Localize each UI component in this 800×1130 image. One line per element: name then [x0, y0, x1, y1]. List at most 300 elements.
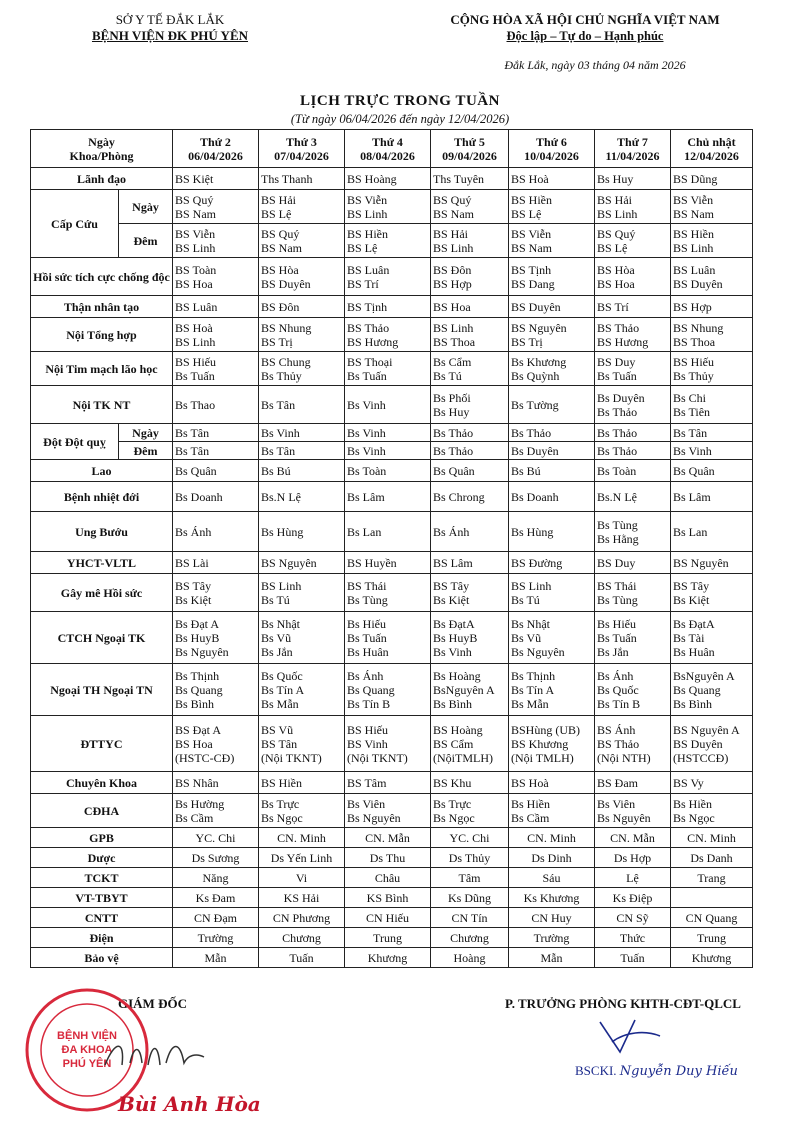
- duty-cell: [671, 828, 753, 848]
- duty-cell: [345, 224, 431, 258]
- duty-cell: [509, 612, 595, 664]
- duty-cell: [173, 224, 259, 258]
- duty-cell: [345, 258, 431, 296]
- staff-name: Bs Hiếu: [347, 616, 386, 631]
- roster-row: [31, 828, 753, 848]
- staff-name: Bs Duyên: [511, 443, 559, 458]
- staff-name: BS Hợp: [673, 299, 712, 314]
- staff-name: Bs.N Lệ: [261, 489, 301, 504]
- staff-name: BS Nam: [175, 206, 217, 221]
- duty-cell: [173, 318, 259, 352]
- staff-name: Bs Doanh: [511, 489, 559, 504]
- roster-row: [31, 888, 753, 908]
- duty-cell: [595, 190, 671, 224]
- duty-cell: [671, 888, 753, 908]
- duty-cell: [173, 424, 259, 442]
- staff-name: BS Thái: [347, 578, 387, 593]
- duty-cell: [345, 512, 431, 552]
- staff-name: BS Nam: [511, 240, 553, 255]
- staff-name: Bs Quốc: [597, 682, 639, 697]
- staff-name: Ds Thủy: [448, 850, 491, 865]
- department-name: Nội TK NT: [31, 386, 173, 424]
- roster-row: [31, 928, 753, 948]
- staff-name: Bs Chrong: [433, 489, 485, 504]
- duty-cell: [431, 574, 509, 612]
- staff-name: Bs Ngọc: [433, 810, 475, 825]
- staff-name: Bs Thảo: [597, 425, 638, 440]
- duty-cell: [509, 948, 595, 968]
- staff-name: Bs Tân: [261, 443, 296, 458]
- duty-cell: [595, 948, 671, 968]
- duty-cell: [509, 888, 595, 908]
- duty-cell: [509, 716, 595, 772]
- duty-cell: [671, 612, 753, 664]
- duty-cell: [671, 442, 753, 460]
- staff-name: BS Thảo: [347, 320, 390, 335]
- staff-name: BS Nam: [433, 206, 475, 221]
- duty-cell: [509, 318, 595, 352]
- duty-cell: [173, 794, 259, 828]
- staff-name: Bs Bình: [433, 696, 473, 711]
- duty-cell: [595, 928, 671, 948]
- header-row: [31, 130, 753, 168]
- staff-name: CN. Mẫn: [610, 830, 655, 845]
- duty-cell: [173, 574, 259, 612]
- deputy-fullname: Nguyễn Duy Hiếu: [619, 1064, 738, 1079]
- department-name: Điện: [31, 928, 173, 948]
- staff-name: BS Hiền: [261, 775, 303, 790]
- staff-name: BS Hoa: [433, 299, 471, 314]
- staff-name: BS Hoa: [175, 736, 213, 751]
- staff-name: BS Chung: [261, 354, 311, 369]
- staff-name: CN Đạm: [194, 910, 237, 925]
- staff-name: Năng: [202, 870, 229, 885]
- duty-cell: [173, 442, 259, 460]
- staff-name: Bs Duyên: [597, 390, 645, 405]
- duty-cell: [431, 664, 509, 716]
- roster-row: [31, 224, 753, 258]
- duty-cell: [173, 848, 259, 868]
- staff-name: Bs Toàn: [347, 463, 387, 478]
- staff-name: BS Duyên: [261, 276, 311, 291]
- duty-cell: [345, 772, 431, 794]
- day-name: Thứ 3: [286, 134, 317, 149]
- duty-cell: [345, 424, 431, 442]
- duty-cell: [259, 868, 345, 888]
- duty-cell: [509, 908, 595, 928]
- duty-cell: [259, 772, 345, 794]
- staff-name: BS Đôn: [433, 262, 472, 277]
- staff-name: Bs Kiệt: [673, 592, 710, 607]
- duty-cell: [595, 482, 671, 512]
- duty-cell: [671, 482, 753, 512]
- duty-cell: [259, 318, 345, 352]
- department-name: YHCT-VLTL: [31, 552, 173, 574]
- staff-name: Trung: [697, 930, 726, 945]
- duty-cell: [345, 848, 431, 868]
- staff-name: BS Đường: [511, 555, 563, 570]
- staff-name: YC. Chi: [195, 830, 236, 845]
- duty-cell: [259, 352, 345, 386]
- staff-name: (Nội NTH): [597, 750, 651, 765]
- duty-cell: [595, 296, 671, 318]
- duty-cell: [259, 574, 345, 612]
- duty-cell: [509, 574, 595, 612]
- staff-name: CN Quang: [685, 910, 738, 925]
- staff-name: BS Hoà: [175, 320, 213, 335]
- staff-name: Ds Sương: [191, 850, 240, 865]
- staff-name: Bs Lâm: [673, 489, 711, 504]
- nation-motto: Độc lập – Tự do – Hạnh phúc: [506, 29, 664, 43]
- staff-name: Bs Trực: [433, 796, 472, 811]
- duty-cell: [345, 928, 431, 948]
- staff-name: Bs Huy: [597, 171, 634, 186]
- duty-cell: [671, 258, 753, 296]
- staff-name: Ks Đam: [195, 890, 236, 905]
- duty-cell: [345, 868, 431, 888]
- department-name: Thận nhân tạo: [31, 296, 173, 318]
- duty-roster-table: [30, 129, 753, 968]
- day-name: Chủ nhật: [687, 134, 736, 149]
- staff-name: BS Đạt A: [175, 722, 222, 737]
- duty-cell: [345, 168, 431, 190]
- staff-name: BS Hoa: [597, 276, 635, 291]
- staff-name: BS Dang: [511, 276, 555, 291]
- staff-name: Bs Lan: [347, 524, 382, 539]
- duty-cell: [671, 928, 753, 948]
- duty-cell: [671, 552, 753, 574]
- duty-cell: [345, 296, 431, 318]
- duty-cell: [345, 664, 431, 716]
- director-signature: [100, 1035, 210, 1075]
- department-name: Chuyên Khoa: [31, 772, 173, 794]
- staff-name: CN Phương: [272, 910, 331, 925]
- deputy-degree: BSCKI.: [575, 1063, 617, 1078]
- duty-cell: [595, 888, 671, 908]
- staff-name: Ks Khương: [523, 890, 580, 905]
- duty-cell: [173, 612, 259, 664]
- staff-name: Tâm: [458, 870, 481, 885]
- duty-cell: [509, 460, 595, 482]
- roster-row: [31, 258, 753, 296]
- duty-cell: [173, 928, 259, 948]
- staff-name: Bs Ánh: [175, 524, 212, 539]
- duty-cell: [509, 168, 595, 190]
- roster-row: [31, 442, 753, 460]
- staff-name: Bs Hiếu: [597, 616, 636, 631]
- roster-row: [31, 948, 753, 968]
- staff-name: BS Viễn: [511, 226, 552, 241]
- staff-name: Bs ĐạtA: [673, 616, 715, 631]
- duty-cell: [259, 168, 345, 190]
- staff-name: Bs Lan: [673, 524, 708, 539]
- staff-name: BsNguyên A: [433, 682, 495, 697]
- staff-name: Bs Vũ: [261, 630, 292, 645]
- staff-name: Bs Hoàng: [433, 668, 481, 683]
- staff-name: Bs Viên: [597, 796, 636, 811]
- roster-row: [31, 424, 753, 442]
- staff-name: BS Hoàng: [433, 722, 483, 737]
- staff-name: BS Thoại: [347, 354, 393, 369]
- day-date: 10/04/2026: [524, 148, 579, 163]
- staff-name: BS Hiếu: [673, 354, 715, 369]
- shift-name: Đêm: [119, 224, 173, 258]
- department-name: CĐHA: [31, 794, 173, 828]
- staff-name: BS Linh: [511, 578, 552, 593]
- duty-cell: [345, 828, 431, 848]
- staff-name: BS Khu: [433, 775, 472, 790]
- staff-name: Bs Tùng: [597, 592, 638, 607]
- duty-cell: [509, 664, 595, 716]
- staff-name: Tuấn: [620, 950, 645, 965]
- staff-name: BS Luân: [175, 299, 218, 314]
- staff-name: BS Tân: [261, 736, 298, 751]
- staff-name: BS Đam: [597, 775, 639, 790]
- staff-name: Bs Hùng: [261, 524, 304, 539]
- duty-cell: [259, 612, 345, 664]
- department-name: Lãnh đạo: [31, 168, 173, 190]
- staff-name: BS Nhân: [175, 775, 219, 790]
- staff-name: Bs Tuấn: [347, 368, 387, 383]
- staff-name: BS Khương: [511, 736, 569, 751]
- staff-name: Bs Tuấn: [597, 368, 637, 383]
- duty-cell: [431, 190, 509, 224]
- page-title: LỊCH TRỰC TRONG TUẦN: [300, 93, 500, 109]
- duty-cell: [509, 512, 595, 552]
- staff-name: Bs Hằng: [597, 531, 639, 546]
- duty-cell: [259, 442, 345, 460]
- staff-name: Bs Nguyên: [175, 644, 229, 659]
- staff-name: Ths Thanh: [261, 171, 313, 186]
- duty-cell: [173, 482, 259, 512]
- staff-name: Chương: [450, 930, 489, 945]
- staff-name: BS Hải: [597, 192, 633, 207]
- staff-name: BS Thảo: [597, 736, 640, 751]
- staff-name: BS Huyền: [347, 555, 397, 570]
- staff-name: Bs Nhật: [511, 616, 550, 631]
- staff-name: (NộiTMLH): [433, 750, 493, 765]
- duty-cell: [345, 948, 431, 968]
- staff-name: Bs Mẫn: [261, 696, 299, 711]
- duty-cell: [509, 224, 595, 258]
- department-name: Dược: [31, 848, 173, 868]
- department-name: ĐTTYC: [31, 716, 173, 772]
- staff-name: Bs Quân: [175, 463, 217, 478]
- duty-cell: [595, 442, 671, 460]
- staff-name: Bs Phối: [433, 390, 471, 405]
- duty-cell: [173, 828, 259, 848]
- day-date: 12/04/2026: [684, 148, 739, 163]
- nation-name: CỘNG HÒA XÃ HỘI CHỦ NGHĨA VIỆT NAM: [450, 12, 720, 27]
- duty-cell: [509, 868, 595, 888]
- staff-name: BS Hương: [597, 334, 649, 349]
- duty-cell: [259, 190, 345, 224]
- staff-name: BS Hiếu: [347, 722, 389, 737]
- duty-cell: [173, 258, 259, 296]
- department-name: VT-TBYT: [31, 888, 173, 908]
- duty-cell: [431, 552, 509, 574]
- staff-name: BS Lệ: [597, 240, 628, 255]
- staff-name: Ks Dũng: [447, 890, 491, 905]
- department-name: TCKT: [31, 868, 173, 888]
- staff-name: Bs Ánh: [597, 668, 634, 683]
- duty-cell: [671, 848, 753, 868]
- staff-name: CN. Mẫn: [365, 830, 410, 845]
- staff-name: BS Lài: [175, 555, 209, 570]
- duty-cell: [671, 460, 753, 482]
- duty-cell: [595, 386, 671, 424]
- duty-cell: [345, 574, 431, 612]
- staff-name: Bs Jắn: [597, 644, 629, 659]
- duty-cell: [509, 482, 595, 512]
- duty-cell: [671, 574, 753, 612]
- duty-cell: [671, 512, 753, 552]
- staff-name: Bs Thao: [175, 397, 216, 412]
- staff-name: Trang: [697, 870, 726, 885]
- staff-name: BS Duy: [597, 354, 636, 369]
- staff-name: BS Toàn: [175, 262, 217, 277]
- staff-name: BS Hải: [261, 192, 297, 207]
- day-date: 09/04/2026: [442, 148, 497, 163]
- staff-name: BS Lệ: [261, 206, 292, 221]
- staff-name: BS Nguyên: [511, 320, 567, 335]
- duty-cell: [431, 224, 509, 258]
- duty-cell: [173, 664, 259, 716]
- staff-name: BS Linh: [261, 578, 302, 593]
- duty-cell: [431, 908, 509, 928]
- roster-row: [31, 482, 753, 512]
- staff-name: Bs Thịnh: [511, 668, 556, 683]
- staff-name: BS Hòa: [597, 262, 635, 277]
- staff-name: Bs Tín A: [261, 682, 305, 697]
- duty-cell: [509, 552, 595, 574]
- staff-name: BS Nguyên A: [673, 722, 740, 737]
- staff-name: Bs Tuấn: [175, 368, 215, 383]
- staff-name: Bs Tín A: [511, 682, 555, 697]
- duty-cell: [173, 460, 259, 482]
- staff-name: BS Nam: [673, 206, 715, 221]
- duty-cell: [509, 386, 595, 424]
- staff-name: Bs Quốc: [261, 668, 303, 683]
- roster-row: [31, 460, 753, 482]
- staff-name: Bs HuyB: [175, 630, 220, 645]
- duty-cell: [431, 296, 509, 318]
- staff-name: Bs Doanh: [175, 489, 223, 504]
- staff-name: Bs Cầm: [175, 810, 214, 825]
- duty-cell: [671, 424, 753, 442]
- staff-name: Ds Dinh: [531, 850, 572, 865]
- staff-name: BS Hải: [433, 226, 469, 241]
- staff-name: Bs Tài: [673, 630, 705, 645]
- staff-name: BS Lệ: [347, 240, 378, 255]
- staff-name: CN Huy: [531, 910, 572, 925]
- duty-cell: [259, 908, 345, 928]
- staff-name: BS Trị: [511, 334, 543, 349]
- day-date: 07/04/2026: [274, 148, 329, 163]
- staff-name: BS Thoa: [433, 334, 476, 349]
- duty-cell: [259, 296, 345, 318]
- staff-name: BS Linh: [175, 240, 216, 255]
- department-name: Nội Tim mạch lão học: [31, 352, 173, 386]
- duty-cell: [173, 868, 259, 888]
- department-name: Nội Tổng hợp: [31, 318, 173, 352]
- staff-name: Thức: [619, 930, 646, 945]
- duty-cell: [595, 512, 671, 552]
- staff-name: Bs Ánh: [347, 668, 384, 683]
- duty-cell: [431, 258, 509, 296]
- deputy-title: P. TRƯỞNG PHÒNG KHTH-CĐT-QLCL: [505, 996, 741, 1011]
- duty-cell: [431, 888, 509, 908]
- day-date: 08/04/2026: [360, 148, 415, 163]
- duty-cell: [595, 258, 671, 296]
- staff-name: Bs Tín B: [597, 696, 641, 711]
- staff-name: Bs Tuấn: [597, 630, 637, 645]
- duty-cell: [595, 424, 671, 442]
- staff-name: Bs Tín B: [347, 696, 391, 711]
- staff-name: BS Linh: [175, 334, 216, 349]
- staff-name: Bs Tân: [175, 425, 210, 440]
- day-header: [595, 130, 671, 168]
- duty-cell: [671, 190, 753, 224]
- duty-cell: [595, 828, 671, 848]
- staff-name: BS Hiếu: [175, 354, 217, 369]
- staff-name: Trường: [533, 930, 570, 945]
- duty-cell: [345, 552, 431, 574]
- staff-name: Bs Thảo: [597, 443, 638, 458]
- duty-cell: [345, 460, 431, 482]
- staff-name: Bs Tân: [261, 397, 296, 412]
- staff-name: (HSTCCĐ): [673, 750, 729, 765]
- staff-name: Bs Hiền: [511, 796, 550, 811]
- staff-name: (Nội TKNT): [261, 750, 322, 765]
- roster-row: [31, 574, 753, 612]
- staff-name: CN Sỹ: [616, 910, 649, 925]
- staff-name: Bs Ánh: [433, 524, 470, 539]
- roster-row: [31, 190, 753, 224]
- day-header: [345, 130, 431, 168]
- duty-cell: [259, 664, 345, 716]
- staff-name: Bs ĐạtA: [433, 616, 475, 631]
- duty-cell: [345, 352, 431, 386]
- staff-name: BS Duyên: [673, 736, 723, 751]
- duty-cell: [509, 190, 595, 224]
- staff-name: Bs Cầm: [511, 810, 550, 825]
- department-name: CNTT: [31, 908, 173, 928]
- staff-name: Khương: [691, 950, 732, 965]
- staff-name: Bs Toàn: [597, 463, 637, 478]
- duty-cell: [173, 168, 259, 190]
- duty-cell: [173, 772, 259, 794]
- deputy-name: [575, 1063, 738, 1079]
- shift-name: Ngày: [119, 424, 173, 442]
- staff-name: CN Hiếu: [366, 910, 409, 925]
- duty-cell: [259, 386, 345, 424]
- staff-name: BS Trị: [261, 334, 293, 349]
- duty-cell: [671, 352, 753, 386]
- staff-name: Bs Vinh: [347, 397, 386, 412]
- staff-name: BS Lâm: [433, 555, 473, 570]
- staff-name: BS Viễn: [673, 192, 714, 207]
- staff-name: Bs Hùng: [511, 524, 554, 539]
- duty-cell: [431, 612, 509, 664]
- duty-cell: [173, 552, 259, 574]
- staff-name: BS Kiệt: [175, 171, 214, 186]
- staff-name: Bs Thảo: [511, 425, 552, 440]
- duty-cell: [509, 424, 595, 442]
- duty-cell: [345, 888, 431, 908]
- org-name: BỆNH VIỆN ĐK PHÚ YÊN: [91, 28, 249, 43]
- duty-cell: [173, 296, 259, 318]
